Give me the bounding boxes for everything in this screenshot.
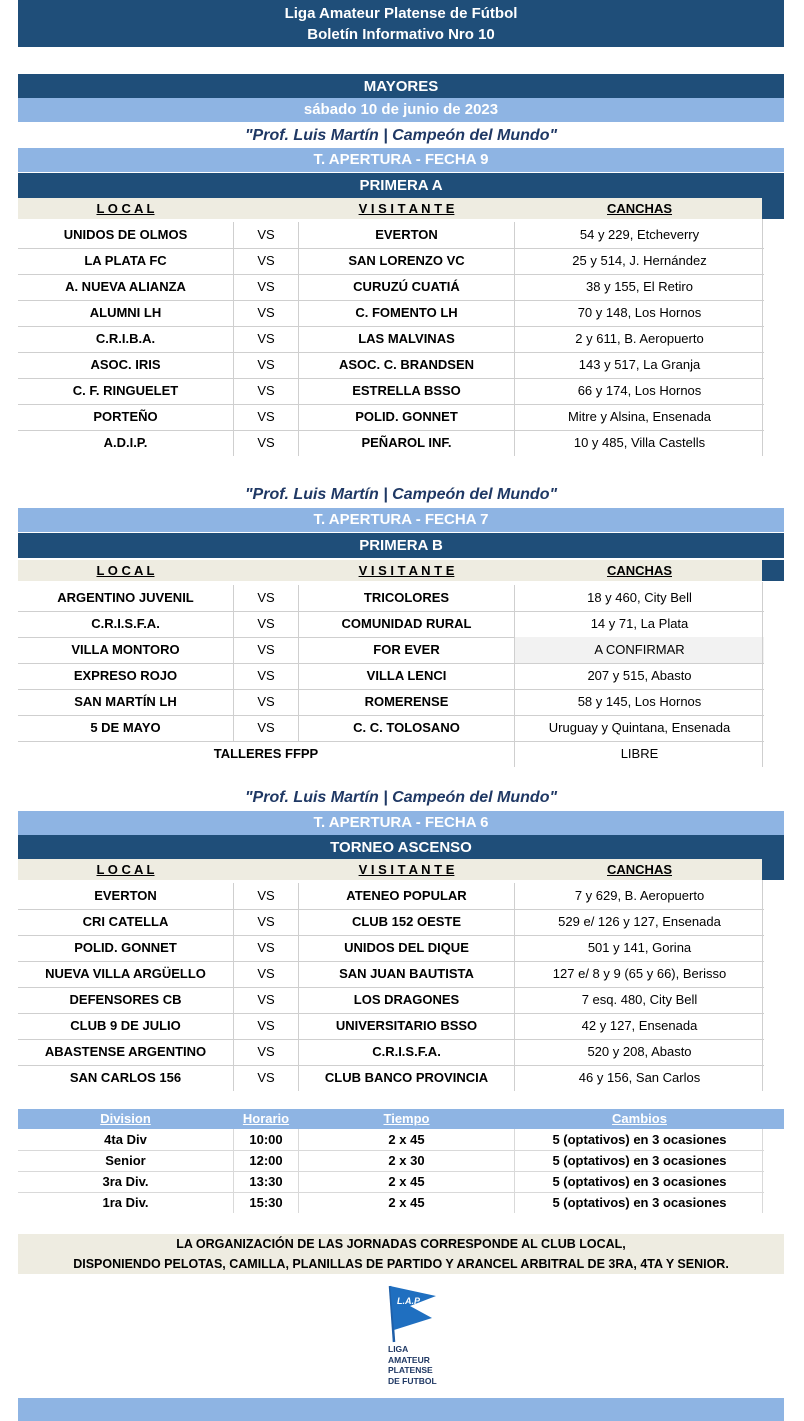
visiting-team: VILLA LENCI <box>299 663 515 689</box>
visiting-team: ATENEO POPULAR <box>299 883 515 909</box>
schedule-row <box>18 1171 764 1193</box>
vs-label: VS <box>234 883 299 909</box>
tournament-bar-primera-a: T. APERTURA - FECHA 9 <box>18 148 784 172</box>
local-team: ABASTENSE ARGENTINO <box>18 1039 234 1065</box>
match-row <box>18 274 764 301</box>
local-team: ASOC. IRIS <box>18 352 234 378</box>
schedule-header <box>18 1109 784 1129</box>
sched-tiempo: 2 x 45 <box>299 1129 515 1150</box>
local-team: EVERTON <box>18 883 234 909</box>
visiting-team: CLUB 152 OESTE <box>299 909 515 935</box>
logo-line-1: LIGA <box>388 1344 409 1354</box>
field-location: Uruguay y Quintana, Ensenada <box>548 720 731 735</box>
local-team: C.R.I.B.A. <box>18 326 234 352</box>
match-row <box>18 935 764 962</box>
field-location: 207 y 515, Abasto <box>587 668 692 683</box>
col-canchas: CANCHAS <box>607 201 672 216</box>
logo-line-3: PLATENSE <box>388 1365 433 1375</box>
sched-cambios: 5 (optativos) en 3 ocasiones <box>552 1153 727 1168</box>
sched-col-horario: Horario <box>242 1111 290 1126</box>
local-team: SAN MARTÍN LH <box>18 689 234 715</box>
logo-text <box>388 1344 437 1386</box>
vs-label: VS <box>234 663 299 689</box>
field-location: 58 y 145, Los Hornos <box>577 694 702 709</box>
free-team: TALLERES FFPP <box>18 741 515 767</box>
visiting-team: C.R.I.S.F.A. <box>299 1039 515 1065</box>
vs-label: VS <box>234 300 299 326</box>
vs-label: VS <box>234 404 299 430</box>
visiting-team: ASOC. C. BRANDSEN <box>299 352 515 378</box>
local-team: VILLA MONTORO <box>18 637 234 663</box>
local-team: PORTEÑO <box>18 404 234 430</box>
col-local: L O C A L <box>96 201 155 216</box>
vs-label: VS <box>234 248 299 274</box>
vs-label: VS <box>234 274 299 300</box>
motto-primera-b: "Prof. Luis Martín | Campeón del Mundo" <box>244 486 558 503</box>
sched-horario: 12:00 <box>234 1150 299 1171</box>
schedule-row <box>18 1192 764 1213</box>
visiting-team: CLUB BANCO PROVINCIA <box>299 1065 515 1091</box>
match-row <box>18 987 764 1014</box>
vs-label: VS <box>234 637 299 663</box>
visiting-team: C. C. TOLOSANO <box>299 715 515 741</box>
visiting-team: LAS MALVINAS <box>299 326 515 352</box>
schedule-row <box>18 1129 764 1151</box>
field-location: 7 esq. 480, City Bell <box>581 992 698 1007</box>
match-row <box>18 222 764 249</box>
sched-horario: 13:30 <box>234 1171 299 1192</box>
field-location: 42 y 127, Ensenada <box>581 1018 698 1033</box>
column-header-edge <box>762 859 784 880</box>
footer-bar <box>18 1398 784 1421</box>
local-team: ALUMNI LH <box>18 300 234 326</box>
field-location: 46 y 156, San Carlos <box>578 1070 701 1085</box>
logo-line-4: DE FUTBOL <box>388 1375 437 1386</box>
bulletin-header <box>18 0 784 47</box>
visiting-team: SAN JUAN BAUTISTA <box>299 961 515 987</box>
svg-text:L.A.P.: L.A.P. <box>397 1296 422 1306</box>
field-location: 54 y 229, Etcheverry <box>579 227 700 242</box>
sched-cambios: 5 (optativos) en 3 ocasiones <box>552 1195 727 1210</box>
visiting-team: C. FOMENTO LH <box>299 300 515 326</box>
visiting-team: PEÑAROL INF. <box>299 430 515 456</box>
free-label: LIBRE <box>620 746 659 761</box>
visiting-team: ROMERENSE <box>299 689 515 715</box>
table-right-border <box>762 880 763 1091</box>
sched-col-cambios: Cambios <box>612 1111 667 1126</box>
col-visitante: V I S I T A N T E <box>358 563 455 578</box>
match-row <box>18 909 764 936</box>
vs-label: VS <box>234 961 299 987</box>
local-team: ARGENTINO JUVENIL <box>18 585 234 611</box>
local-team: A.D.I.P. <box>18 430 234 456</box>
local-team: NUEVA VILLA ARGÜELLO <box>18 961 234 987</box>
column-header-ascenso <box>18 859 762 880</box>
column-header-primera-b <box>18 560 762 581</box>
vs-label: VS <box>234 1065 299 1091</box>
sched-tiempo: 2 x 45 <box>299 1171 515 1192</box>
logo-line-2: AMATEUR <box>388 1354 430 1365</box>
visiting-team: SAN LORENZO VC <box>299 248 515 274</box>
field-location: Mitre y Alsina, Ensenada <box>567 409 712 424</box>
field-location-pending: A CONFIRMAR <box>515 637 764 663</box>
match-row <box>18 611 764 638</box>
field-location: 501 y 141, Gorina <box>587 940 692 955</box>
match-row <box>18 248 764 275</box>
tournament-bar-primera-b: T. APERTURA - FECHA 7 <box>18 508 784 532</box>
match-row <box>18 1065 764 1091</box>
local-team: DEFENSORES CB <box>18 987 234 1013</box>
local-team: POLID. GONNET <box>18 935 234 961</box>
sched-col-division: Division <box>100 1111 151 1126</box>
vs-label: VS <box>234 935 299 961</box>
local-team: SAN CARLOS 156 <box>18 1065 234 1091</box>
visiting-team: UNIVERSITARIO BSSO <box>299 1013 515 1039</box>
local-team: C. F. RINGUELET <box>18 378 234 404</box>
vs-label: VS <box>234 430 299 456</box>
vs-label: VS <box>234 1039 299 1065</box>
note-line-2: DISPONIENDO PELOTAS, CAMILLA, PLANILLAS DE PARTIDO Y ARANCEL ARBITRAL DE 3RA, 4TA Y SENIOR. <box>73 1257 729 1271</box>
visiting-team: CURUZÚ CUATIÁ <box>299 274 515 300</box>
local-team: UNIDOS DE OLMOS <box>18 222 234 248</box>
field-location: 25 y 514, J. Hernández <box>572 253 707 268</box>
league-logo <box>380 1284 450 1396</box>
sched-division: 3ra Div. <box>18 1171 234 1192</box>
date-bar: sábado 10 de junio de 2023 <box>18 98 784 122</box>
field-location: 18 y 460, City Bell <box>587 590 692 605</box>
col-local: L O C A L <box>96 563 155 578</box>
visiting-team: EVERTON <box>299 222 515 248</box>
col-canchas: CANCHAS <box>607 862 672 877</box>
vs-label: VS <box>234 352 299 378</box>
sched-cambios: 5 (optativos) en 3 ocasiones <box>552 1132 727 1147</box>
organization-note <box>18 1234 784 1274</box>
local-team: LA PLATA FC <box>18 248 234 274</box>
match-row <box>18 663 764 690</box>
flag-icon <box>380 1284 450 1344</box>
column-header-primera-a <box>18 198 762 219</box>
field-location: 14 y 71, La Plata <box>590 616 689 631</box>
column-header-edge <box>762 198 784 219</box>
match-row <box>18 715 764 742</box>
col-visitante: V I S I T A N T E <box>358 862 455 877</box>
sched-cambios: 5 (optativos) en 3 ocasiones <box>552 1174 727 1189</box>
sched-division: Senior <box>18 1150 234 1171</box>
local-team: CLUB 9 DE JULIO <box>18 1013 234 1039</box>
match-row <box>18 326 764 353</box>
category-bar: MAYORES <box>18 74 784 98</box>
sched-horario: 10:00 <box>234 1129 299 1150</box>
sched-horario: 15:30 <box>234 1192 299 1213</box>
vs-label: VS <box>234 611 299 637</box>
column-header-edge <box>762 560 784 581</box>
match-row <box>18 585 764 612</box>
vs-label: VS <box>234 689 299 715</box>
vs-label: VS <box>234 987 299 1013</box>
sched-tiempo: 2 x 30 <box>299 1150 515 1171</box>
field-location: 529 e/ 126 y 127, Ensenada <box>558 914 721 929</box>
visiting-team: TRICOLORES <box>299 585 515 611</box>
field-location: 2 y 611, B. Aeropuerto <box>575 331 704 346</box>
schedule-right-border <box>762 1129 763 1213</box>
match-row <box>18 961 764 988</box>
motto-primera-a: "Prof. Luis Martín | Campeón del Mundo" <box>244 127 558 144</box>
free-team-row <box>18 741 764 767</box>
note-line-1: LA ORGANIZACIÓN DE LAS JORNADAS CORRESPONDE AL CLUB LOCAL, <box>176 1237 626 1251</box>
match-row <box>18 352 764 379</box>
match-row <box>18 1039 764 1066</box>
field-location: 520 y 208, Abasto <box>587 1044 692 1059</box>
match-row <box>18 300 764 327</box>
visiting-team: COMUNIDAD RURAL <box>299 611 515 637</box>
match-row <box>18 430 764 456</box>
local-team: A. NUEVA ALIANZA <box>18 274 234 300</box>
division-bar-primera-b: PRIMERA B <box>18 533 784 558</box>
visiting-team: POLID. GONNET <box>299 404 515 430</box>
schedule-row <box>18 1150 764 1172</box>
match-row <box>18 883 764 910</box>
local-team: C.R.I.S.F.A. <box>18 611 234 637</box>
visiting-team: LOS DRAGONES <box>299 987 515 1013</box>
col-local: L O C A L <box>96 862 155 877</box>
tournament-bar-ascenso: T. APERTURA - FECHA 6 <box>18 811 784 835</box>
vs-label: VS <box>234 1013 299 1039</box>
table-right-border <box>762 219 763 456</box>
field-location: 66 y 174, Los Hornos <box>577 383 702 398</box>
visiting-team: FOR EVER <box>299 637 515 663</box>
bulletin-subtitle: Boletín Informativo Nro 10 <box>307 26 495 43</box>
field-location: 127 e/ 8 y 9 (65 y 66), Berisso <box>552 966 727 981</box>
col-canchas: CANCHAS <box>607 563 672 578</box>
local-team: CRI CATELLA <box>18 909 234 935</box>
vs-label: VS <box>234 585 299 611</box>
vs-label: VS <box>234 909 299 935</box>
vs-label: VS <box>234 222 299 248</box>
sched-col-tiempo: Tiempo <box>383 1111 430 1126</box>
local-team: 5 DE MAYO <box>18 715 234 741</box>
league-title: Liga Amateur Platense de Fútbol <box>284 5 518 22</box>
col-visitante: V I S I T A N T E <box>358 201 455 216</box>
match-row <box>18 378 764 405</box>
sched-tiempo: 2 x 45 <box>299 1192 515 1213</box>
sched-division: 1ra Div. <box>18 1192 234 1213</box>
vs-label: VS <box>234 378 299 404</box>
match-row <box>18 404 764 431</box>
field-location: 7 y 629, B. Aeropuerto <box>574 888 705 903</box>
match-row <box>18 689 764 716</box>
sched-division: 4ta Div <box>18 1129 234 1150</box>
motto-ascenso: "Prof. Luis Martín | Campeón del Mundo" <box>244 789 558 806</box>
visiting-team: ESTRELLA BSSO <box>299 378 515 404</box>
table-right-border <box>762 582 763 767</box>
local-team: EXPRESO ROJO <box>18 663 234 689</box>
division-bar-primera-a: PRIMERA A <box>18 173 784 198</box>
vs-label: VS <box>234 326 299 352</box>
field-location: 38 y 155, El Retiro <box>586 279 693 294</box>
visiting-team: UNIDOS DEL DIQUE <box>299 935 515 961</box>
field-location: 143 y 517, La Granja <box>578 357 701 372</box>
division-bar-ascenso: TORNEO ASCENSO <box>18 835 784 859</box>
match-row <box>18 1013 764 1040</box>
vs-label: VS <box>234 715 299 741</box>
field-location: 70 y 148, Los Hornos <box>577 305 702 320</box>
match-row <box>18 637 764 664</box>
field-location: 10 y 485, Villa Castells <box>573 435 706 450</box>
